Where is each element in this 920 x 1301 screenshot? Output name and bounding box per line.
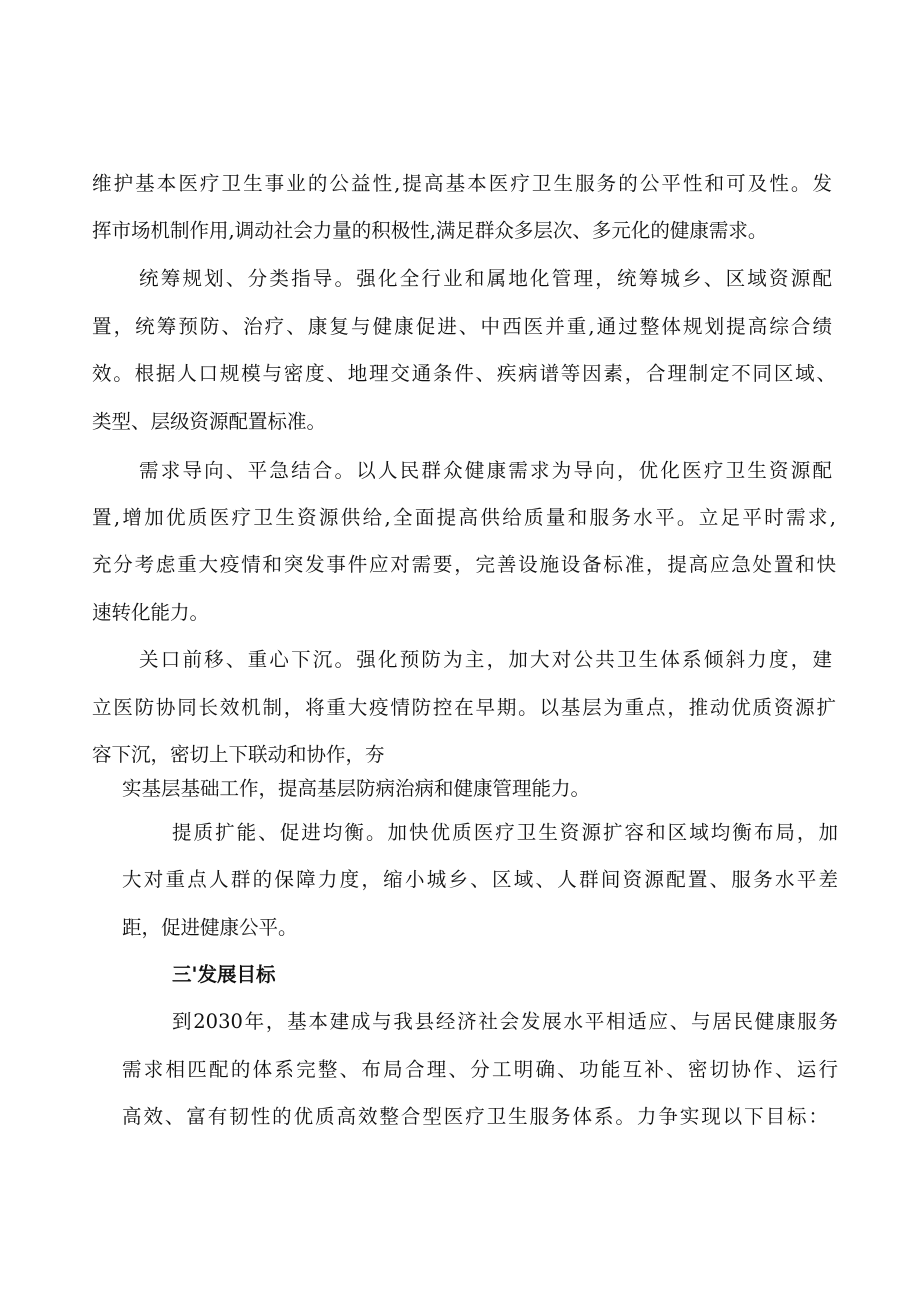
paragraph-6-line-1: 到2030年，基本建成与我县经济社会发展水平相适应、与居民健康服务 <box>172 1010 838 1033</box>
paragraph-4-line-1: 关口前移、重心下沉。强化预防为主，加大对公共卫生体系倾斜力度，建 <box>139 648 832 671</box>
paragraph-6-line-2: 需求相匹配的体系完整、布局合理、分工明确、功能互补、密切协作、运行 <box>122 1058 838 1081</box>
paragraph-4-line-2: 立医防协同长效机制，将重大疫情防控在早期。以基层为重点，推动优质资源扩 <box>92 696 836 719</box>
paragraph-2-line-4: 类型、层级资源配置标准。 <box>92 410 327 433</box>
paragraph-3-line-2: 置,增加优质医疗卫生资源供给,全面提高供给质量和服务水平。立足平时需求, <box>92 506 836 529</box>
paragraph-4-line-4: 实基层基础工作，提高基层防病治病和健康管理能力。 <box>122 777 591 800</box>
section-heading: 三'发展目标 <box>172 963 276 986</box>
paragraph-3-line-1: 需求导向、平急结合。以人民群众健康需求为导向，优化医疗卫生资源配 <box>139 459 832 482</box>
paragraph-4-line-3: 容下沉，密切上下联动和协作，夯 <box>92 743 385 766</box>
paragraph-2-line-1: 统筹规划、分类指导。强化全行业和属地化管理，统筹城乡、区域资源配 <box>139 267 832 290</box>
paragraph-6-line-3: 高效、富有韧性的优质高效整合型医疗卫生服务体系。力争实现以下目标： <box>122 1105 828 1128</box>
paragraph-2-line-3: 效。根据人口规模与密度、地理交通条件、疾病谱等因素，合理制定不同区域、 <box>92 362 836 385</box>
paragraph-1-line-1: 维护基本医疗卫生事业的公益性,提高基本医疗卫生服务的公平性和可及性。发 <box>92 172 832 195</box>
paragraph-3-line-3: 充分考虑重大疫情和突发事件应对需要，完善设施设备标准，提高应急处置和快 <box>92 553 836 576</box>
paragraph-5-line-2: 大对重点人群的保障力度，缩小城乡、区域、人群间资源配置、服务水平差 <box>122 868 838 891</box>
paragraph-2-line-2: 置，统筹预防、治疗、康复与健康促进、中西医并重,通过整体规划提高综合绩 <box>92 315 832 338</box>
paragraph-3-line-4: 速转化能力。 <box>92 601 210 624</box>
paragraph-1-line-2: 挥市场机制作用,调动社会力量的积极性,满足群众多层次、多元化的健康需求。 <box>92 219 768 242</box>
paragraph-5-line-3: 距，促进健康公平。 <box>122 916 298 939</box>
paragraph-5-line-1: 提质扩能、促进均衡。加快优质医疗卫生资源扩容和区域均衡布局，加 <box>172 821 838 844</box>
